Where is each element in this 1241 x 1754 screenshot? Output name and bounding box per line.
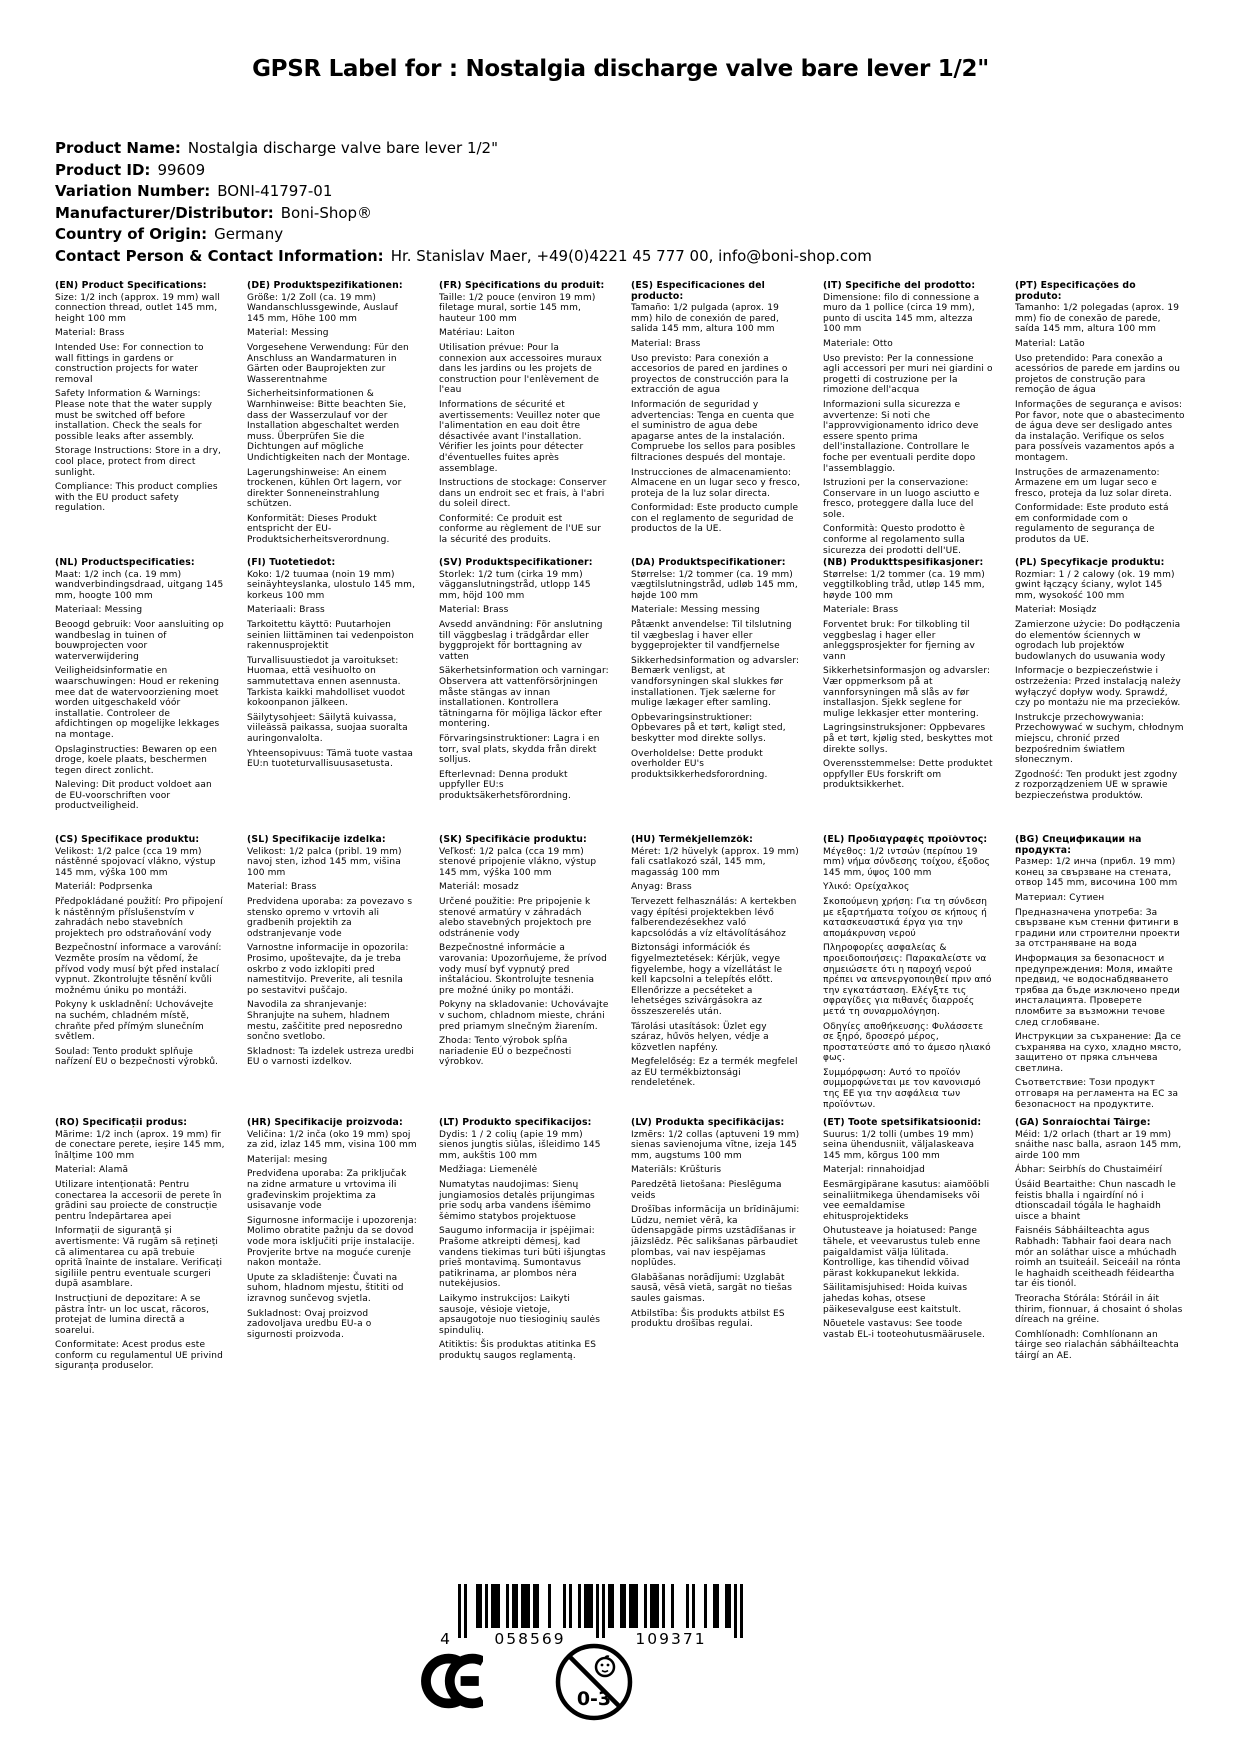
barcode-digits-right: 109371 bbox=[635, 1630, 707, 1648]
product-id-label: Product ID: bbox=[55, 160, 151, 179]
spec-paragraph: Yhteensopivuus: Tämä tuote vastaa EU:n tuoteturvallisuusasetusta. bbox=[247, 748, 414, 770]
spec-paragraph: Comhlíonadh: Comhlíonann an táirge seo rialachán sábháilteachta táirgí an AE. bbox=[1015, 1329, 1179, 1361]
spec-paragraph: Instrucciones de almacenamiento: Almacene en un lugar seco y fresco, proteja de la luz solar directa. bbox=[631, 467, 801, 499]
spec-paragraph: Faisnéis Sábháilteachta agus Rabhadh: Tabhair faoi deara nach mór an soláthar uisce a mhúchadh roimh an tsuiteáil. Seiceáil na rónta le haghaidh sceitheadh féideartha tar éis tionól. bbox=[1015, 1226, 1181, 1290]
spec-paragraph: Anyag: Brass bbox=[631, 882, 692, 893]
product-spec-block-cs bbox=[55, 835, 225, 1072]
spec-paragraph: Material: Brass bbox=[631, 338, 701, 349]
spec-paragraph: Säkerhetsinformation och varningar: Observera att vattenförsörjningen måste stängas av innan installationen. Kontrollera tätningarna för möjliga läckor efter montering. bbox=[439, 666, 609, 730]
spec-paragraph: Saugumo informacija ir įspėjimai: Prašome atkreipti dėmesį, kad vandens tiekimas turi būti išjungtas prieš montavimą. Sumontavus patikrinama, ar plombos nėra nutekėjusios. bbox=[439, 1226, 606, 1290]
spec-paragraph: Bezpečnostní informace a varování: Vezměte prosím na vědomí, že přívod vody musí být před instalací vypnut. Zkontrolujte těsnění kvůli možnému úniku po montáži. bbox=[55, 943, 222, 996]
block-heading: (ET) Toote spetsifikatsioonid: bbox=[823, 1118, 982, 1128]
spec-paragraph: Megfelelőség: Ez a termék megfelel az EU termékbiztonsági rendeletének. bbox=[631, 1057, 798, 1089]
spec-paragraph: Zamierzone użycie: Do podłączenia do elementów ściennych w ogrodach lub projektów budowlanych do usuwania wody bbox=[1015, 619, 1181, 662]
country-of-origin-row bbox=[55, 224, 872, 246]
block-heading: (EN) Product Specifications: bbox=[55, 281, 207, 291]
block-heading: (EL) Προδιαγραφές προϊόντος: bbox=[823, 835, 988, 845]
ean13-barcode bbox=[428, 1584, 758, 1648]
manufacturer-label: Manufacturer/Distributor: bbox=[55, 203, 274, 222]
spec-paragraph: Dydis: 1 / 2 colių (apie 19 mm) sienos jungtis siūlas, išleidimo 145 mm, aukštis 100 mm bbox=[439, 1129, 601, 1161]
spec-paragraph: Bezpečnostné informácie a varovania: Upozorňujeme, že prívod vody musí byť vypnutý pred inštaláciou. Skontrolujte tesnenia pre možné úniky po montáži. bbox=[439, 943, 608, 996]
spec-paragraph: Sicherheitsinformationen & Warnhinweise: Bitte beachten Sie, dass der Wasserzulauf vor der Installation abgeschaltet werden muss. Überprüfen Sie die Dichtungen auf mögliche Undichtigkeiten nach der Montage. bbox=[247, 389, 411, 463]
spec-paragraph: Mărime: 1/2 inch (aprox. 19 mm) fir de conectare perete, ieșire 145 mm, înălțime 100 mm bbox=[55, 1129, 225, 1161]
product-id-value: 99609 bbox=[157, 160, 206, 179]
page-title: GPSR Label for : Nostalgia discharge valve bare lever 1/2" bbox=[252, 56, 989, 82]
spec-paragraph: Úsáid Beartaithe: Chun nascadh le feistis bhalla i ngairdíní nó i dtionscadail tógála le haghaidh uisce a bhaint bbox=[1015, 1179, 1176, 1222]
spec-paragraph: Materiale: Messing messing bbox=[631, 605, 760, 616]
spec-paragraph: Materiał: Mosiądz bbox=[1015, 605, 1097, 616]
spec-paragraph: Konformität: Dieses Produkt entspricht der EU-Produktsicherheitsverordnung. bbox=[247, 513, 390, 546]
spec-paragraph: Izmērs: 1/2 collas (aptuveni 19 mm) sienas savienojuma vītne, izeja 145 mm, augstums 100 mm bbox=[631, 1129, 800, 1161]
spec-paragraph: Vorgesehene Verwendung: Für den Anschluss an Wandarmaturen in Gärten oder Bauprojekten zur Wasserentnahme bbox=[247, 342, 409, 385]
spec-paragraph: Dimensione: filo di connessione a muro da 1 pollice (circa 19 mm), punto di uscita 145 mm, altezza 100 mm bbox=[823, 292, 980, 335]
spec-paragraph: Conformidad: Este producto cumple con el reglamento de seguridad de productos de la UE. bbox=[631, 503, 799, 535]
spec-paragraph: Utilisation prévue: Pour la connexion aux accessoires muraux dans les jardins ou les projets de construction pour l'enlèvement de l'eau bbox=[439, 342, 602, 396]
spec-paragraph: Atitiktis: Šis produktas atitinka ES produktų saugos reglamentą. bbox=[439, 1340, 597, 1361]
spec-paragraph: Πληροφορίες ασφαλείας & προειδοποιήσεις: Παρακαλείστε να σημειώσετε ότι η παροχή νερού πρέπει να απενεργοποιηθεί πριν από την εγκατάσταση. Ελέγξτε τις σφραγίδες για πιθανές διαρροές μετά τη συναρμολόγηση. bbox=[823, 943, 992, 1017]
spec-paragraph: Zgodność: Ten produkt jest zgodny z rozporządzeniem UE w sprawie bezpieczeństwa produktów. bbox=[1015, 769, 1178, 801]
variation-number-value: BONI-41797-01 bbox=[217, 182, 333, 200]
spec-paragraph: Storage Instructions: Store in a dry, cool place, protect from direct sunlight. bbox=[55, 446, 222, 478]
spec-paragraph: Conformitate: Acest produs este conform cu regulamentul UE privind siguranța produselor. bbox=[55, 1340, 223, 1372]
spec-paragraph: Atbilstība: Šis produkts atbilst ES produktu drošības regulai. bbox=[631, 1308, 785, 1330]
spec-paragraph: Určené použitie: Pre pripojenie k stenové armatúry v záhradách alebo stavebných projektoch pre odstránenie vody bbox=[439, 896, 592, 939]
spec-paragraph: Sikkerhedsinformation og advarsler: Bemærk venligst, at vandforsyningen skal slukkes før installationen. Tjek sælerne for mulige lækager efter samling. bbox=[631, 655, 800, 709]
product-name-row bbox=[55, 138, 872, 160]
block-heading: (IT) Specifiche del prodotto: bbox=[823, 281, 976, 291]
spec-paragraph: Eesmärgipärane kasutus: aiamööbli seinaliitmikega ühendamiseks või vee eemaldamise ehitusprojektideks bbox=[823, 1179, 990, 1222]
barcode-digit-lead: 4 bbox=[440, 1630, 452, 1648]
spec-paragraph: Material: Brass bbox=[247, 882, 317, 893]
spec-paragraph: Материал: Сутиен bbox=[1015, 892, 1105, 903]
spec-paragraph: Sukladnost: Ovaj proizvod zadovoljava uredbu EU-a o sigurnosti proizvoda. bbox=[247, 1308, 372, 1340]
product-spec-block-sl bbox=[247, 835, 417, 1072]
spec-paragraph: Συμμόρφωση: Αυτό το προϊόν συμμορφώνεται με τον κανονισμό της ΕΕ για την ασφάλεια των προϊόντων. bbox=[823, 1067, 981, 1110]
spec-paragraph: Υλικό: Ορείχαλκος bbox=[823, 882, 910, 893]
block-heading: (DA) Produktspecifikationer: bbox=[631, 558, 786, 568]
product-spec-block-el bbox=[823, 835, 993, 1114]
spec-paragraph: Material: Messing bbox=[247, 328, 329, 339]
spec-paragraph: Съответствие: Този продукт отговаря на регламента на ЕС за безопасност на продуктите. bbox=[1015, 1078, 1179, 1110]
product-spec-block-hu bbox=[631, 835, 801, 1093]
spec-paragraph: Предназначена употреба: За свързване към стенни фитинги в градини или строителни проекти за отстраняване на вода bbox=[1015, 907, 1180, 950]
spec-paragraph: Tervezett felhasználás: A kertekben vagy építési projektekben lévő falberendezésekhez való kapcsolódás a víz eltávolításához bbox=[631, 896, 797, 939]
barcode-digits-left: 058569 bbox=[494, 1630, 566, 1648]
spec-paragraph: Pokyny k uskladnění: Uchovávejte na suchém, chladném místě, chraňte před přímým slunečním světlem. bbox=[55, 1000, 214, 1043]
product-spec-block-lv bbox=[631, 1118, 801, 1334]
svg-text:0-3: 0-3 bbox=[576, 1688, 612, 1710]
spec-paragraph: Taille: 1/2 pouce (environ 19 mm) filetage mural, sortie 145 mm, hauteur 100 mm bbox=[439, 292, 596, 324]
spec-paragraph: Instrucțiuni de depozitare: A se păstra într- un loc uscat, răcoros, protejat de lumina directă a soarelui. bbox=[55, 1293, 210, 1336]
spec-paragraph: Größe: 1/2 Zoll (ca. 19 mm) Wandanschlussgewinde, Auslauf 145 mm, Höhe 100 mm bbox=[247, 292, 398, 324]
spec-paragraph: Medžiaga: Liemenėlė bbox=[439, 1165, 538, 1176]
product-info bbox=[55, 138, 872, 267]
spec-paragraph: Materiál: Podprsenka bbox=[55, 882, 153, 893]
spec-paragraph: Materiaali: Brass bbox=[247, 605, 325, 616]
country-of-origin-label: Country of Origin: bbox=[55, 225, 208, 243]
spec-paragraph: Material: Latão bbox=[1015, 338, 1085, 349]
product-spec-block-es bbox=[631, 281, 801, 539]
variation-number-row bbox=[55, 181, 872, 203]
product-spec-block-en bbox=[55, 281, 225, 518]
spec-paragraph: Tamanho: 1/2 polegadas (aprox. 19 mm) fio de conexão de parede, saída 145 mm, altura 100 mm bbox=[1015, 303, 1180, 335]
product-id-row bbox=[55, 160, 872, 182]
spec-paragraph: Méret: 1/2 hüvelyk (approx. 19 mm) fali csatlakozó szál, 145 mm, magasság 100 mm bbox=[631, 846, 799, 878]
spec-paragraph: Material: Brass bbox=[55, 328, 125, 339]
spec-paragraph: Veľkosť: 1/2 palca (cca 19 mm) stenové pripojenie vlákno, výstup 145 mm, výška 100 mm bbox=[439, 846, 597, 878]
spec-paragraph: Uso previsto: Para conexión a accesorios de pared en jardines o proyectos de construcción para la extracción de agua bbox=[631, 353, 789, 396]
spec-paragraph: Forventet bruk: For tilkobling til veggbeslag i hager eller anleggsprosjekter for fjerning av vann bbox=[823, 619, 975, 662]
spec-paragraph: Información de seguridad y advertencias: Tenga en cuenta que el suministro de agua debe apagarse antes de la instalación. Compruebe los sellos para posibles filtraciones después del montaje. bbox=[631, 399, 796, 463]
block-heading: (HR) Specifikacije proizvoda: bbox=[247, 1118, 403, 1128]
product-spec-block-nl bbox=[55, 558, 225, 816]
spec-paragraph: Numatytas naudojimas: Sienų jungiamosios detalės prijungimas prie sodų arba vandens išėmimo šėmimo statybos projektuose bbox=[439, 1179, 595, 1222]
spec-paragraph: Instrukcje przechowywania: Przechowywać w suchym, chłodnym miejscu, chronić przed bezpośrednim światłem słonecznym. bbox=[1015, 712, 1184, 766]
spec-paragraph: Overensstemmelse: Dette produktet oppfyller EUs forskrift om produktsikkerhet. bbox=[823, 759, 993, 791]
product-spec-block-nb bbox=[823, 558, 993, 795]
spec-paragraph: Uso previsto: Per la connessione agli accessori per muri nei giardini o progetti di costruzione per la rimozione dell'acqua bbox=[823, 353, 993, 396]
spec-paragraph: Material: Alamă bbox=[55, 1165, 129, 1176]
block-heading: (NL) Productspecificaties: bbox=[55, 558, 195, 568]
spec-paragraph: Информация за безопасност и предупреждения: Моля, имайте предвид, че водоснабдяването трябва да бъде изключено преди инсталацията. Проверете пломбите за възможни течове след сглобяване. bbox=[1015, 953, 1180, 1028]
contact-row bbox=[55, 246, 872, 268]
product-spec-block-pt bbox=[1015, 281, 1185, 550]
spec-paragraph: Informazioni sulla sicurezza e avvertenze: Si noti che l'approvvigionamento idrico deve essere spento prima dell'installazione. Controllare le foche per eventuali perdite dopo l'assemblaggio. bbox=[823, 399, 979, 474]
manufacturer-value: Boni-Shop® bbox=[280, 203, 373, 222]
spec-paragraph: Paredzētā lietošana: Pieslēguma veids bbox=[631, 1179, 782, 1201]
spec-paragraph: Veličina: 1/2 inča (oko 19 mm) spoj za zid, izlaz 145 mm, visina 100 mm bbox=[247, 1129, 417, 1151]
spec-paragraph: Размер: 1/2 инча (прибл. 19 mm) конец за свързване на стената, отвор 145 mm, височина 100 mm bbox=[1015, 857, 1178, 889]
country-of-origin-value: Germany bbox=[214, 225, 284, 243]
spec-paragraph: Maat: 1/2 inch (ca. 19 mm) wandverbindingsdraad, uitgang 145 mm, hoogte 100 mm bbox=[55, 569, 224, 601]
spec-paragraph: Predvidena uporaba: za povezavo s stensko opremo v vrtovih ali gradbenih projektih za odstranjevanje vode bbox=[247, 896, 413, 939]
spec-paragraph: Avsedd användning: För anslutning till väggbeslag i trädgårdar eller byggprojekt för borttagning av vatten bbox=[439, 619, 603, 662]
block-heading: (CS) Specifikace produktu: bbox=[55, 835, 200, 845]
spec-paragraph: Størrelse: 1/2 tommer (ca. 19 mm) vægtilslutningstråd, udløb 145 mm, højde 100 mm bbox=[631, 569, 798, 601]
product-spec-block-lt bbox=[439, 1118, 609, 1365]
spec-paragraph: Varnostne informacije in opozorila: Prosimo, upoštevajte, da je treba oskrbo z vodo izklopiti pred namestitvijo. Preverite, ali tesnila po sestavitvi puščajo. bbox=[247, 943, 409, 996]
product-spec-block-hr bbox=[247, 1118, 417, 1344]
spec-paragraph: Lagerungshinweise: An einem trockenen, kühlen Ort lagern, vor direkter Sonneneinstrahlung schützen. bbox=[247, 467, 402, 510]
spec-paragraph: Material: Brass bbox=[439, 605, 509, 616]
spec-paragraph: Conformità: Questo prodotto è conforme al regolamento sulla sicurezza dei prodotti dell'UE. bbox=[823, 524, 966, 556]
spec-paragraph: Velikost: 1/2 palca (pribl. 19 mm) navoj sten, izhod 145 mm, višina 100 mm bbox=[247, 846, 402, 878]
product-name-value: Nostalgia discharge valve bare lever 1/2" bbox=[187, 139, 498, 157]
spec-paragraph: Materiāls: Krūšturis bbox=[631, 1165, 722, 1176]
block-heading: (LT) Produkto specifikacijos: bbox=[439, 1118, 592, 1128]
spec-paragraph: Opslaginstructies: Bewaren op een droge, koele plaats, beschermen tegen direct zonlicht. bbox=[55, 744, 218, 776]
spec-paragraph: Size: 1/2 inch (approx. 19 mm) wall connection thread, outlet 145 mm, height 100 mm bbox=[55, 292, 221, 324]
spec-paragraph: Materjal: rinnahoidjad bbox=[823, 1165, 926, 1176]
spec-paragraph: Soulad: Tento produkt splňuje nařízení EU o bezpečnosti výrobků. bbox=[55, 1046, 219, 1068]
block-heading: (BG) Спецификации на продукта: bbox=[1015, 835, 1142, 856]
block-heading: (LV) Produkta specifikācijas: bbox=[631, 1118, 785, 1128]
spec-paragraph: Materiale: Brass bbox=[823, 605, 899, 616]
spec-paragraph: Opbevaringsinstruktioner: Opbevares på et tørt, køligt sted, beskytter mod direkte sollys. bbox=[631, 712, 786, 744]
block-heading: (FI) Tuotetiedot: bbox=[247, 558, 336, 568]
manufacturer-row bbox=[55, 203, 872, 225]
variation-number-label: Variation Number: bbox=[55, 182, 211, 200]
spec-paragraph: Glabāšanas norādījumi: Uzglabāt sausā, vēsā vietā, sargāt no tiešas saules gaismas. bbox=[631, 1272, 793, 1304]
spec-paragraph: Sigurnosne informacije i upozorenja: Molimo obratite pažnju da se dovod vode mora isključiti prije instalacije. Provjerite brtve na moguće curenje nakon montaže. bbox=[247, 1215, 417, 1269]
product-spec-block-it bbox=[823, 281, 993, 558]
spec-paragraph: Pokyny na skladovanie: Uchovávajte v suchom, chladnom mieste, chráni pred priamym slnečným žiarením. bbox=[439, 1000, 609, 1032]
spec-paragraph: Tamaño: 1/2 pulgada (aprox. 19 mm) hilo de conexión de pared, salida 145 mm, altura 100 mm bbox=[631, 303, 779, 335]
spec-paragraph: Intended Use: For connection to wall fittings in gardens or construction projects for water removal bbox=[55, 342, 204, 385]
spec-paragraph: Safety Information & Warnings: Please note that the water supply must be switched off before installation. Check the seals for possible leaks after assembly. bbox=[55, 389, 213, 442]
spec-paragraph: Efterlevnad: Denna produkt uppfyller EU:s produktsäkerhetsförordning. bbox=[439, 769, 571, 801]
product-spec-block-et bbox=[823, 1118, 993, 1344]
ce-mark-icon bbox=[413, 1650, 483, 1712]
spec-paragraph: Skladnost: Ta izdelek ustreza uredbi EU o varnosti izdelkov. bbox=[247, 1046, 415, 1068]
spec-paragraph: Méid: 1/2 orlach (thart ar 19 mm) snáithe nasc balla, asraon 145 mm, airde 100 mm bbox=[1015, 1129, 1182, 1161]
product-spec-block-fi bbox=[247, 558, 417, 774]
product-spec-block-fr bbox=[439, 281, 609, 550]
spec-paragraph: Инструкции за съхранение: Да се съхранява на сухо, хладно място, защитено от пряка слънчева светлина. bbox=[1015, 1032, 1182, 1074]
spec-paragraph: Laikymo instrukcijos: Laikyti sausoje, vėsioje vietoje, apsaugotoje nuo tiesioginių saulės spindulių. bbox=[439, 1293, 601, 1336]
spec-paragraph: Velikost: 1/2 palce (cca 19 mm) nástěnné spojovací vlákno, výstup 145 mm, výška 100 mm bbox=[55, 846, 216, 878]
barcode-bars bbox=[428, 1584, 758, 1648]
spec-paragraph: Storlek: 1/2 tum (cirka 19 mm) vägganslutningstråd, utlopp 145 mm, höjd 100 mm bbox=[439, 569, 591, 601]
block-heading: (PT) Especificações do produto: bbox=[1015, 281, 1136, 302]
spec-paragraph: Størrelse: 1/2 tommer (ca. 19 mm) veggtilkobling tråd, utløp 145 mm, høyde 100 mm bbox=[823, 569, 985, 601]
spec-paragraph: Μέγεθος: 1/2 ιντσών (περίπου 19 mm) νήμα σύνδεσης τοίχου, έξοδος 145 mm, ύψος 100 mm bbox=[823, 846, 991, 878]
spec-paragraph: Turvallisuustiedot ja varoitukset: Huomaa, että vesihuolto on sammutettava ennen asennusta. Tarkista kaikki mahdolliset vuodot kokoonpanon jälkeen. bbox=[247, 655, 406, 709]
spec-paragraph: Nõuetele vastavus: See toode vastab EL-i tooteohutusmäärusele. bbox=[823, 1319, 986, 1340]
spec-paragraph: Σκοπούμενη χρήση: Για τη σύνδεση με εξαρτήματα τοίχου σε κήπους ή κατασκευαστικά έργα για την απομάκρυνση νερού bbox=[823, 896, 988, 939]
spec-paragraph: Materiál: mosadz bbox=[439, 882, 519, 893]
spec-paragraph: Conformité: Ce produit est conforme au règlement de l'UE sur la sécurité des produits. bbox=[439, 513, 602, 546]
spec-paragraph: Compliance: This product complies with the EU product safety regulation. bbox=[55, 482, 218, 514]
spec-paragraph: Materiaal: Messing bbox=[55, 605, 143, 616]
product-spec-block-sk bbox=[439, 835, 609, 1072]
spec-paragraph: Overholdelse: Dette produkt overholder EU's produktsikkerhedsforordning. bbox=[631, 748, 768, 780]
spec-paragraph: Veiligheidsinformatie en waarschuwingen: Houd er rekening mee dat de watervoorziening moet worden uitgeschakeld vóór installatie. Controleer de afdichtingen op mogelijke lekkages na montage. bbox=[55, 666, 220, 740]
spec-paragraph: Ohutusteave ja hoiatused: Pange tähele, et veevarustus tuleb enne paigaldamist välja lülitada. Kontrollige, kas tihendid võivad pärast kokkupanekut lekkida. bbox=[823, 1226, 981, 1279]
spec-paragraph: Lagringsinstruksjoner: Oppbevares på et tørt, kjølig sted, beskyttes mot direkte sollys. bbox=[823, 723, 993, 755]
block-heading: (HU) Termékjellemzők: bbox=[631, 835, 753, 845]
spec-paragraph: Zhoda: Tento výrobok spĺňa nariadenie EÚ o bezpečnosti výrobkov. bbox=[439, 1036, 572, 1068]
spec-paragraph: Matériau: Laiton bbox=[439, 328, 515, 339]
product-spec-block-da bbox=[631, 558, 801, 784]
language-blocks-grid bbox=[55, 281, 1186, 1468]
spec-paragraph: Instructions de stockage: Conserver dans un endroit sec et frais, à l'abri du soleil direct. bbox=[439, 478, 607, 510]
spec-paragraph: Utilizare intenționată: Pentru conectarea la accesorii de perete în grădini sau proiecte de construcție pentru îndepărtarea apei bbox=[55, 1179, 222, 1222]
spec-paragraph: Οδηγίες αποθήκευσης: Φυλάσσετε σε ξηρό, δροσερό μέρος, προστατεύστε από το άμεσο ηλιακό φως. bbox=[823, 1021, 991, 1064]
product-spec-block-bg bbox=[1015, 835, 1185, 1114]
block-heading: (SL) Specifikacije izdelka: bbox=[247, 835, 386, 845]
spec-paragraph: Koko: 1/2 tuumaa (noin 19 mm) seinäyhteyslanka, ulostulo 145 mm, korkeus 100 mm bbox=[247, 569, 416, 601]
spec-paragraph: Beoogd gebruik: Voor aansluiting op wandbeslag in tuinen of bouwprojecten voor waterverwijdering bbox=[55, 619, 224, 662]
spec-paragraph: Conformidade: Este produto está em conformidade com o regulamento de segurança de produtos da UE. bbox=[1015, 503, 1169, 546]
product-spec-block-sv bbox=[439, 558, 609, 805]
spec-paragraph: Instruções de armazenamento: Armazene em um lugar seco e fresco, proteja da luz solar direta. bbox=[1015, 467, 1172, 499]
product-name-label: Product Name: bbox=[55, 139, 181, 157]
spec-paragraph: Materijal: mesing bbox=[247, 1154, 328, 1165]
contact-label: Contact Person & Contact Information: bbox=[55, 246, 384, 265]
spec-paragraph: Navodila za shranjevanje: Shranjujte na suhem, hladnem mestu, zaščitite pred neposredno sončno svetlobo. bbox=[247, 1000, 403, 1043]
product-spec-block-ga bbox=[1015, 1118, 1185, 1365]
spec-paragraph: Uso pretendido: Para conexão a acessórios de parede em jardins ou projetos de construção para remoção de água bbox=[1015, 353, 1181, 396]
spec-paragraph: Tarkoitettu käyttö: Puutarhojen seinien liittäminen tai vedenpoiston rakennusprojektit bbox=[247, 619, 414, 652]
spec-paragraph: Förvaringsinstruktioner: Lagra i en torr, sval plats, skydda från direkt solljus. bbox=[439, 733, 600, 766]
block-heading: (SK) Špecifikácie produktu: bbox=[439, 835, 587, 845]
spec-paragraph: Informații de siguranță și avertismente: Vă rugăm să rețineți că alimentarea cu apă trebuie oprită înainte de instalare. Verificați sigiliile pentru eventuale scurgeri după asamblare. bbox=[55, 1226, 223, 1290]
spec-paragraph: Naleving: Dit product voldoet aan de EU-voorschriften voor productveiligheid. bbox=[55, 780, 212, 812]
spec-paragraph: Suurus: 1/2 tolli (umbes 19 mm) seina ühendusniit, väljalaskeava 145 mm, kõrgus 100 mm bbox=[823, 1129, 975, 1161]
block-heading: (GA) Sonraíochtaí Táirge: bbox=[1015, 1118, 1151, 1128]
spec-paragraph: Informações de segurança e avisos: Por favor, note que o abastecimento de água deve ser desligado antes da instalação. Verifique os selos para possíveis vazamentos após a montagem. bbox=[1015, 399, 1185, 463]
block-heading: (RO) Specificații produs: bbox=[55, 1118, 188, 1128]
spec-paragraph: Tárolási utasítások: Üzlet egy száraz, hűvös helyen, védje a közvetlen napfény. bbox=[631, 1021, 769, 1053]
spec-paragraph: Předpokládané použití: Pro připojení k nástěnným příslušenstvím v zahradách nebo stavebních projektech pro odstraňování vody bbox=[55, 896, 223, 939]
spec-paragraph: Rozmiar: 1 / 2 calowy (ok. 19 mm) gwint łączący ściany, wylot 145 mm, wysokość 100 mm bbox=[1015, 569, 1175, 601]
spec-paragraph: Materiale: Otto bbox=[823, 338, 893, 349]
spec-paragraph: Drošības informācija un brīdinājumi: Lūdzu, nemiet vērā, ka ūdensapgāde pirms uzstādīšanas ir jāizslēdz. Pēc salikšanas pārbaudiet plombas, vai nav iespējamas noplūdes. bbox=[631, 1205, 800, 1269]
product-spec-block-ro bbox=[55, 1118, 225, 1376]
block-heading: (PL) Specyfikacje produktu: bbox=[1015, 558, 1165, 568]
block-heading: (DE) Produktspezifikationen: bbox=[247, 281, 403, 291]
age-warning-0-3-icon bbox=[553, 1641, 635, 1723]
spec-paragraph: Biztonsági információk és figyelmeztetések: Kérjük, vegye figyelembe, hogy a vízellátást le kell kapcsolni a telepítés előtt. Ellenőrizze a pecséteket a lehetséges szivárgásokra az összeszerelés után. bbox=[631, 943, 783, 1017]
spec-paragraph: Ábhar: Seirbhís do Chustaiméirí bbox=[1015, 1165, 1163, 1176]
contact-value: Hr. Stanislav Maer, +49(0)4221 45 777 00, info@boni-shop.com bbox=[390, 246, 872, 265]
spec-paragraph: Informacje o bezpieczeństwie i ostrzeżenia: Przed instalacją należy wyłączyć dopływ wody. Sprawdź, czy po montażu nie ma przecieków. bbox=[1015, 666, 1181, 709]
block-heading: (SV) Produktspecifikationer: bbox=[439, 558, 593, 568]
product-spec-block-de bbox=[247, 281, 417, 550]
spec-paragraph: Upute za skladištenje: Čuvati na suhom, hladnom mjestu, štititi od izravnog sunčevog svjetla. bbox=[247, 1272, 404, 1304]
spec-paragraph: Sikkerhetsinformasjon og advarsler: Vær oppmerksom på at vannforsyningen må slås av før installasjon. Sjekk seglene for mulige lekkasjer etter montering. bbox=[823, 666, 991, 719]
block-heading: (FR) Spécifications du produit: bbox=[439, 281, 605, 291]
spec-paragraph: Påtænkt anvendelse: Til tilslutning til vægbeslag i haver eller byggeprojekter til vandfjernelse bbox=[631, 619, 792, 652]
spec-paragraph: Istruzioni per la conservazione: Conservare in un luogo asciutto e fresco, proteggere dalla luce del sole. bbox=[823, 478, 980, 520]
spec-paragraph: Säilytysohjeet: Säilytä kuivassa, viileässä paikassa, suojaa suoralta auringonvalolta. bbox=[247, 712, 408, 744]
product-spec-block-pl bbox=[1015, 558, 1185, 805]
block-heading: (ES) Especificaciones del producto: bbox=[631, 281, 766, 302]
spec-paragraph: Säilitamisjuhised: Hoida kuivas jahedas kohas, otsese päikesevalguse eest kaitstult. bbox=[823, 1283, 968, 1315]
block-heading: (NB) Produkttspesifikasjoner: bbox=[823, 558, 984, 568]
spec-paragraph: Informations de sécurité et avertissements: Veuillez noter que l'alimentation en eau doit être désactivée avant l'installation. Vérifier les joints pour détecter d'éventuelles fuites après assemblage. bbox=[439, 399, 601, 474]
spec-paragraph: Predviđena uporaba: Za priključak na zidne armature u vrtovima ili građevinskim projektima za usisavanje vode bbox=[247, 1169, 407, 1212]
spec-paragraph: Treoracha Stórála: Stóráil in áit thirim, fionnuar, á chosaint ó sholas díreach na gréine. bbox=[1015, 1293, 1183, 1326]
